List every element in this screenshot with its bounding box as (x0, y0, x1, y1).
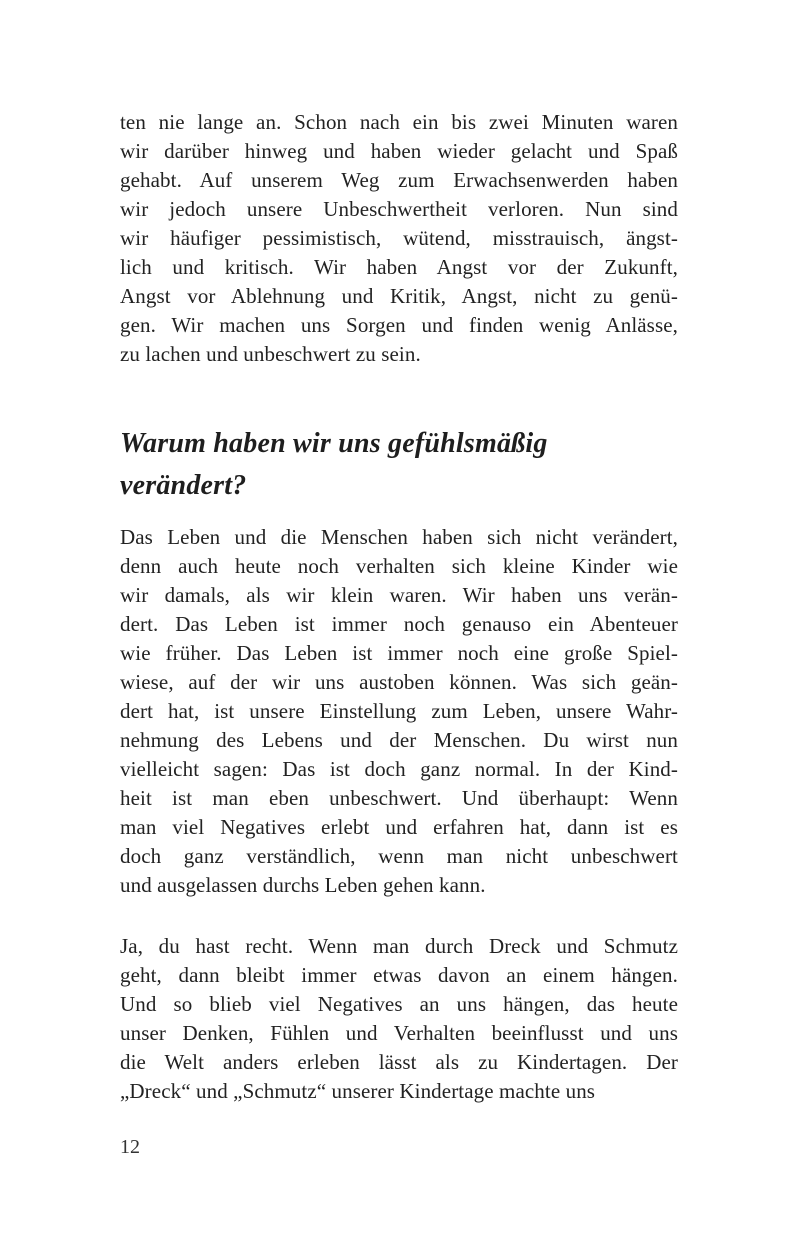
text-line: zu lachen und unbeschwert zu sein. (120, 342, 421, 366)
text-line: die Welt anders erleben lässt als zu Kindertagen. Der (120, 1050, 678, 1074)
text-line: nehmung des Lebens und der Menschen. Du wirst nun (120, 728, 678, 752)
text-line: lich und kritisch. Wir haben Angst vor der Zukunft, (120, 255, 678, 279)
text-line: wir jedoch unsere Unbeschwertheit verloren. Nun sind (120, 197, 678, 221)
text-line: wir darüber hinweg und haben wieder gelacht und Spaß (120, 139, 678, 163)
text-line: verändert? (120, 470, 247, 501)
text-line: vielleicht sagen: Das ist doch ganz normal. In der Kind- (120, 757, 678, 781)
text-line: unser Denken, Fühlen und Verhalten beeinflusst und uns (120, 1021, 678, 1045)
paragraph-2 (120, 523, 678, 900)
text-line: heit ist man eben unbeschwert. Und überhaupt: Wenn (120, 786, 678, 810)
section-heading (120, 423, 678, 507)
text-line: wir damals, als wir klein waren. Wir haben uns verän- (120, 583, 678, 607)
text-line: wiese, auf der wir uns austoben können. Was sich geän- (120, 670, 678, 694)
text-line: Und so blieb viel Negatives an uns hängen, das heute (120, 992, 678, 1016)
paragraph-continuation (120, 108, 678, 369)
text-line: doch ganz verständlich, wenn man nicht unbeschwert (120, 844, 678, 868)
text-line: denn auch heute noch verhalten sich kleine Kinder wie (120, 554, 678, 578)
text-line: man viel Negatives erlebt und erfahren hat, dann ist es (120, 815, 678, 839)
text-line: ten nie lange an. Schon nach ein bis zwei Minuten waren (120, 110, 678, 134)
text-line: geht, dann bleibt immer etwas davon an einem hängen. (120, 963, 678, 987)
text-line: wir häufiger pessimistisch, wütend, misstrauisch, ängst- (120, 226, 678, 250)
text-line: dert. Das Leben ist immer noch genauso ein Abenteuer (120, 612, 678, 636)
text-line: wie früher. Das Leben ist immer noch eine große Spiel- (120, 641, 678, 665)
text-line: dert hat, ist unsere Einstellung zum Leben, unsere Wahr- (120, 699, 678, 723)
page-number: 12 (120, 1136, 140, 1158)
text-line: Ja, du hast recht. Wenn man durch Dreck und Schmutz (120, 934, 678, 958)
text-line: und ausgelassen durchs Leben gehen kann. (120, 873, 486, 897)
text-line: „Dreck“ und „Schmutz“ unserer Kindertage machte uns (120, 1079, 596, 1103)
text-line: Warum haben wir uns gefühlsmäßig (120, 428, 548, 459)
text-line: Das Leben und die Menschen haben sich nicht verändert, (120, 525, 678, 549)
text-line: gehabt. Auf unserem Weg zum Erwachsenwerden haben (120, 168, 678, 192)
paragraph-3 (120, 932, 678, 1106)
text-line: gen. Wir machen uns Sorgen und finden wenig Anlässe, (120, 313, 678, 337)
text-line: Angst vor Ablehnung und Kritik, Angst, nicht zu genü- (120, 284, 678, 308)
